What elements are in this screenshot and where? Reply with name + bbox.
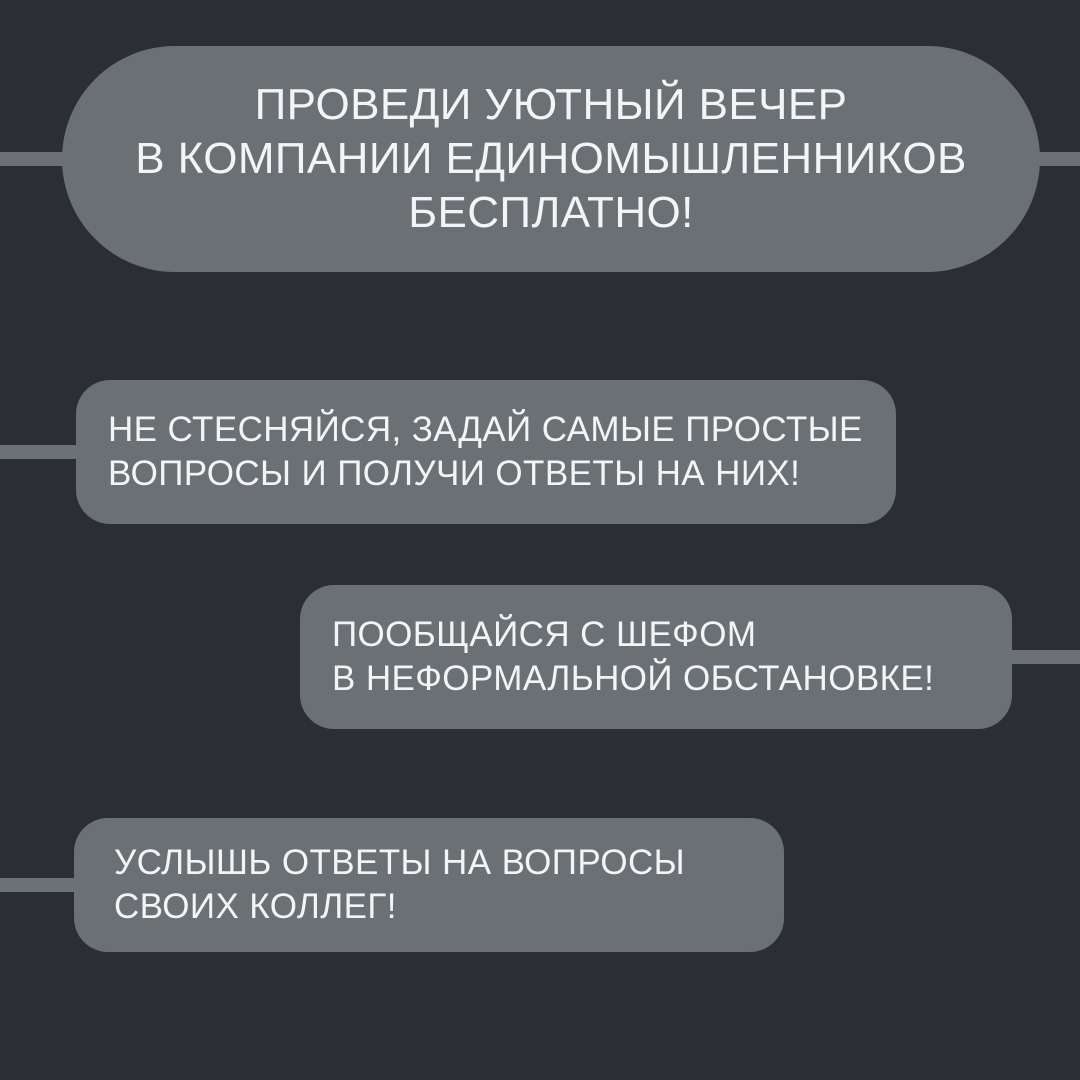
bubble-message-1-line-1: НЕ СТЕСНЯЙСЯ, ЗАДАЙ САМЫЕ ПРОСТЫЕ bbox=[108, 410, 863, 449]
bubble-headline bbox=[62, 46, 1040, 272]
bubble-message-3-line-1: УСЛЫШЬ ОТВЕТЫ НА ВОПРОСЫ bbox=[114, 843, 686, 882]
bubble-message-2-tail-right bbox=[1004, 650, 1080, 664]
bubble-message-1-line-2: ВОПРОСЫ И ПОЛУЧИ ОТВЕТЫ НА НИХ! bbox=[108, 454, 801, 493]
bubble-message-2 bbox=[300, 585, 1012, 729]
bubble-headline-tail-left bbox=[0, 152, 66, 166]
bubble-headline-line-3: БЕСПЛАТНО! bbox=[408, 188, 694, 237]
bubble-message-1-tail-left bbox=[0, 445, 82, 459]
bubble-message-3 bbox=[74, 818, 784, 952]
bubble-headline-line-2: В КОМПАНИИ ЕДИНОМЫШЛЕННИКОВ bbox=[135, 134, 967, 183]
bubble-message-1 bbox=[76, 380, 896, 524]
bubble-headline-line-1: ПРОВЕДИ УЮТНЫЙ ВЕЧЕР bbox=[254, 80, 848, 129]
bubble-message-3-tail-left bbox=[0, 878, 82, 892]
bubble-message-2-line-1: ПООБЩАЙСЯ С ШЕФОМ bbox=[332, 615, 757, 654]
bubble-message-3-line-2: СВОИХ КОЛЛЕГ! bbox=[114, 887, 397, 926]
bubble-message-2-line-2: В НЕФОРМАЛЬНОЙ ОБСТАНОВКЕ! bbox=[332, 659, 935, 698]
